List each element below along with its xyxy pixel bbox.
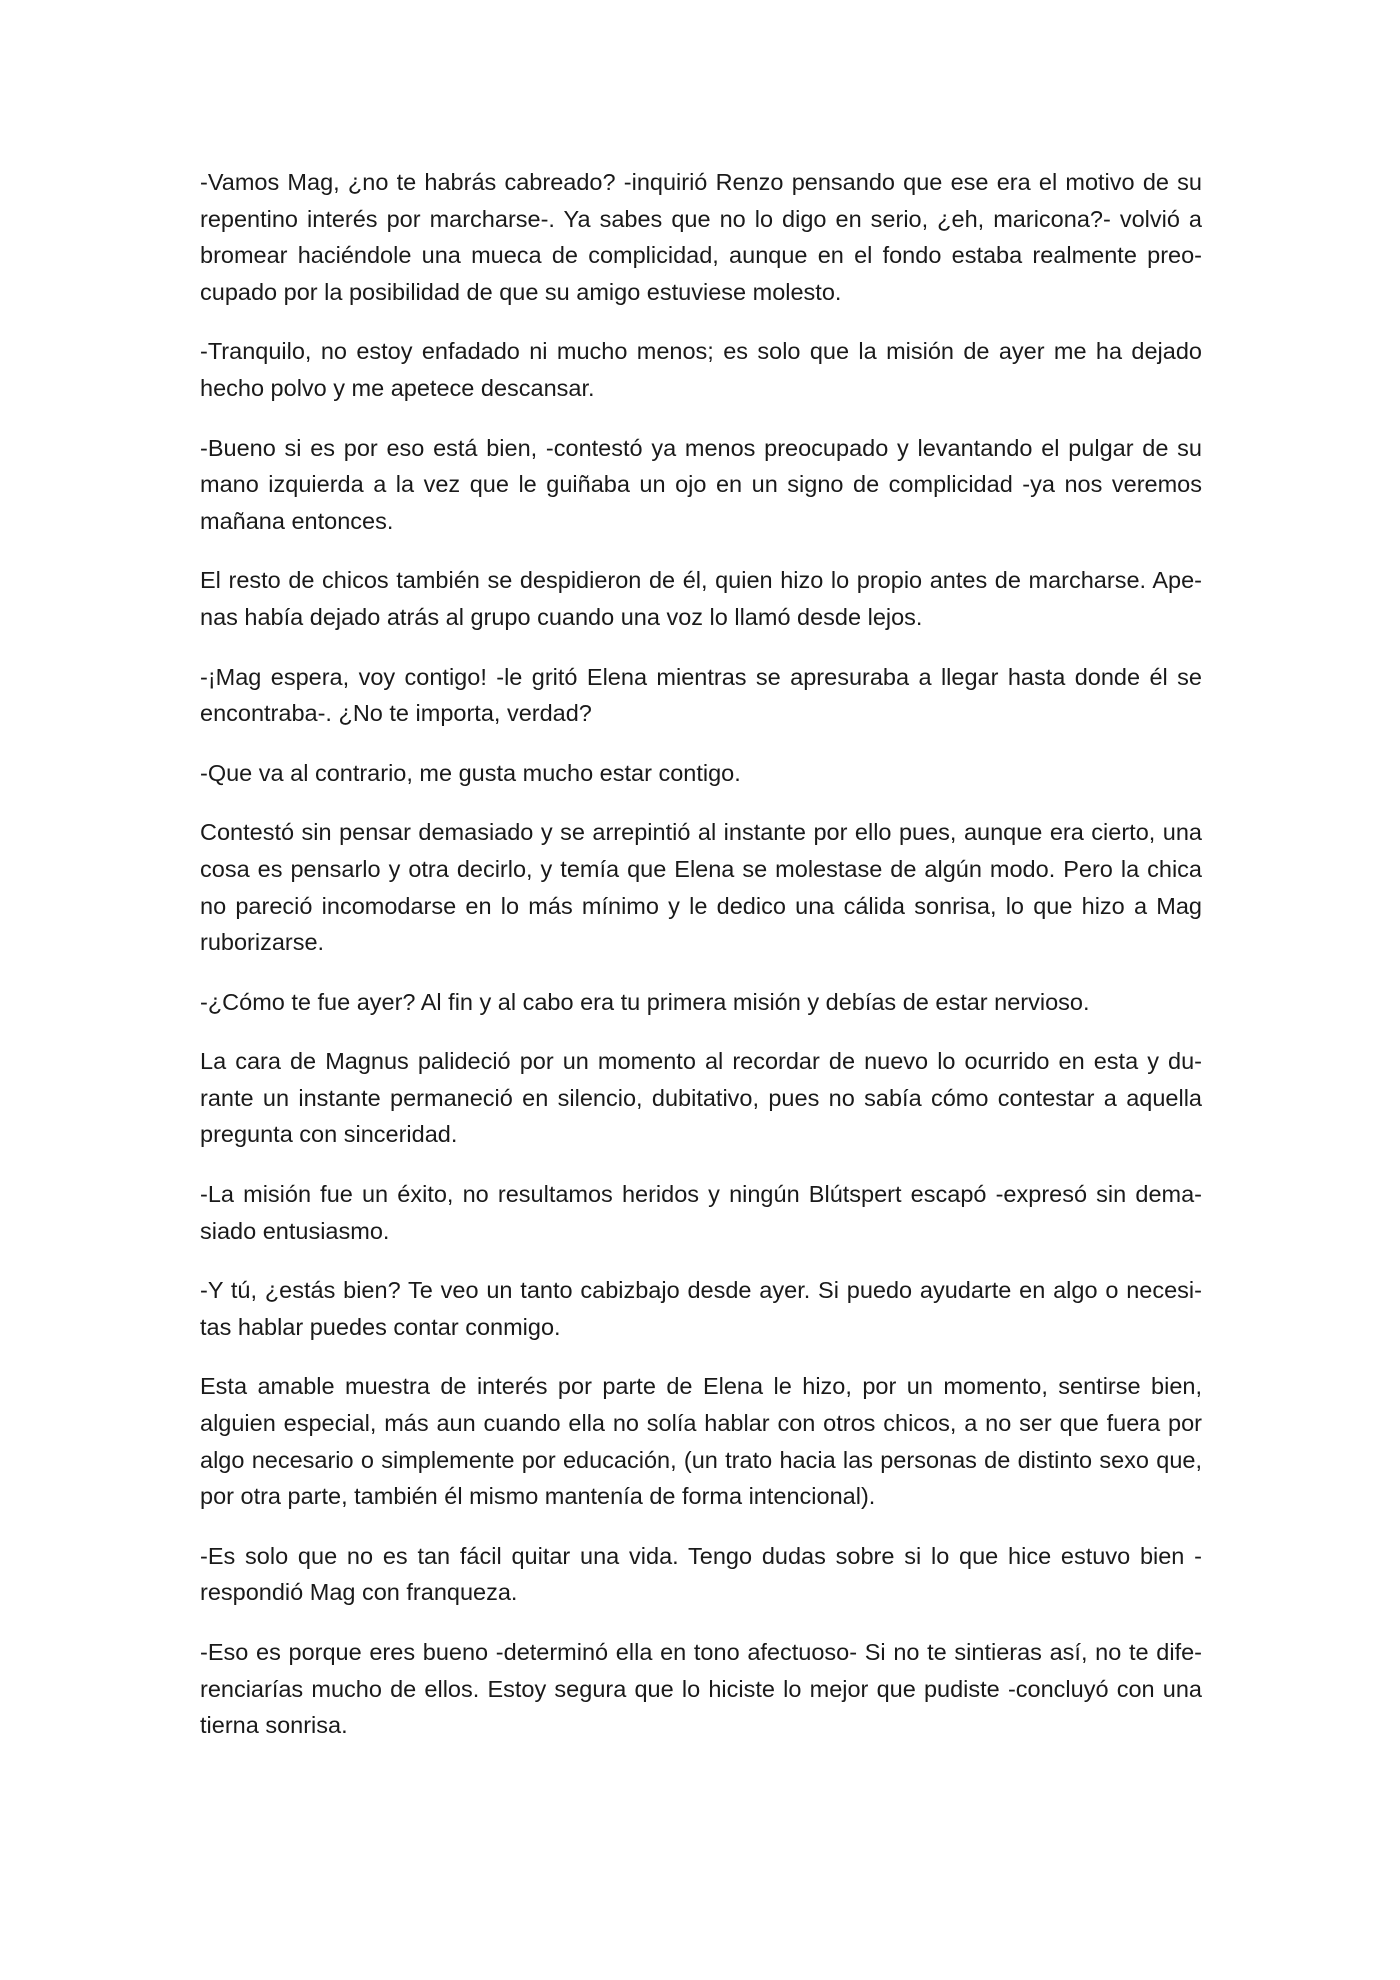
body-text xyxy=(200,164,1202,1767)
paragraph: -Vamos Mag, ¿no te habrás cabreado? -inquirió Renzo pensando que ese era el motivo de su repentino interés por marcharse-. Ya sabes que no lo digo en serio, ¿eh, maricona?- volvió a bromear haciéndole una mueca de complicidad, aunque en el fondo estaba realmente preocupado por la posibilidad de que su amigo estuviese molesto. xyxy=(200,169,1202,305)
paragraph: -Eso es porque eres bueno -determinó ella en tono afectuoso- Si no te sintieras así, no te diferenciarías mucho de ellos. Estoy segura que lo hiciste lo mejor que pudiste -concluyó con una tierna sonrisa. xyxy=(200,1639,1202,1739)
paragraph: El resto de chicos también se despidieron de él, quien hizo lo propio antes de marcharse. Apenas había dejado atrás al grupo cuando una voz lo llamó desde lejos. xyxy=(200,567,1202,630)
paragraph: -Bueno si es por eso está bien, -contestó ya menos preocupado y levantando el pulgar de su mano izquierda a la vez que le guiñaba un ojo en un signo de complicidad -ya nos veremos mañana entonces. xyxy=(200,434,1202,534)
paragraph: -Tranquilo, no estoy enfadado ni mucho menos; es solo que la misión de ayer me ha dejado hecho polvo y me apetece descansar. xyxy=(200,338,1202,401)
paragraph: La cara de Magnus palideció por un momento al recordar de nuevo lo ocurrido en esta y durante un instante permaneció en silencio, dubitativo, pues no sabía cómo contestar a aquella pregunta con sinceridad. xyxy=(200,1048,1202,1148)
paragraph: -¡Mag espera, voy contigo! -le gritó Elena mientras se apresuraba a llegar hasta donde él se encontraba-. ¿No te importa, verdad? xyxy=(200,663,1202,727)
paragraph: -Es solo que no es tan fácil quitar una vida. Tengo dudas sobre si lo que hice estuvo bien -respondió Mag con franqueza. xyxy=(200,1542,1202,1606)
paragraph: -Que va al contrario, me gusta mucho estar contigo. xyxy=(200,759,741,786)
paragraph: Esta amable muestra de interés por parte de Elena le hizo, por un momento, sentirse bien, alguien especial, más aun cuando ella no solía hablar con otros chicos, a no ser que fuera por algo necesario o simplemente por educación, (un trato hacia las personas de distinto sexo que, por otra parte, también él mismo mantenía de forma intencional). xyxy=(200,1373,1202,1510)
paragraph: -Y tú, ¿estás bien? Te veo un tanto cabizbajo desde ayer. Si puedo ayudarte en algo o necesitas hablar puedes contar conmigo. xyxy=(200,1277,1202,1340)
paragraph: -¿Cómo te fue ayer? Al fin y al cabo era tu primera misión y debías de estar nervioso. xyxy=(200,988,1090,1015)
paragraph: Contestó sin pensar demasiado y se arrepintió al instante por ello pues, aunque era cierto, una cosa es pensarlo y otra decirlo, y temía que Elena se molestase de algún modo. Pero la chica no pareció incomodarse en lo más mínimo y le dedico una cálida sonrisa, lo que hizo a Mag ruborizarse. xyxy=(200,819,1202,956)
paragraph: -La misión fue un éxito, no resultamos heridos y ningún Blútspert escapó -expresó sin demasiado entusiasmo. xyxy=(200,1181,1202,1244)
